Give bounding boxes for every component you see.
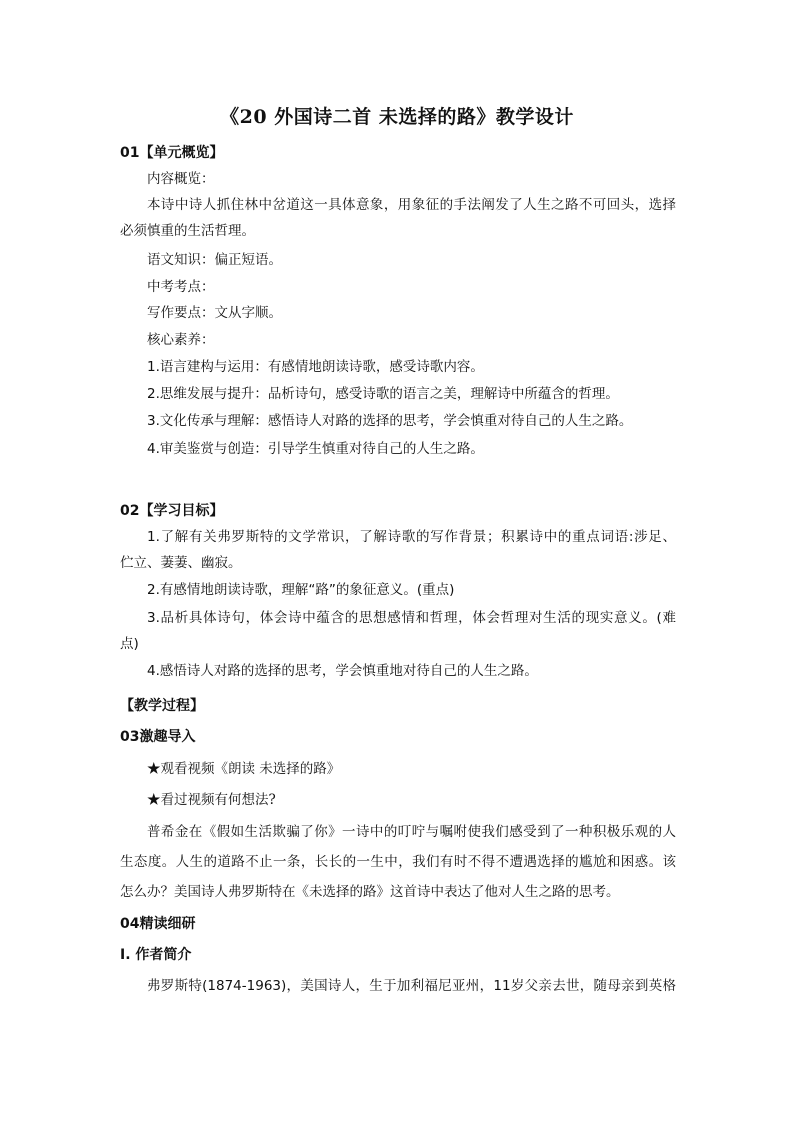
literacy-item: 1.语言建构与运用：有感情地朗读诗歌，感受诗歌内容。 bbox=[147, 359, 484, 375]
core-literacy-label: 核心素养： bbox=[147, 332, 215, 348]
section-heading-objectives: 02【学习目标】 bbox=[120, 503, 224, 519]
intro-paragraph-line: 普希金在《假如生活欺骗了你》一诗中的叮咛与嘱咐使我们感受到了一种积极乐观的人 bbox=[147, 824, 676, 840]
content-overview-text-line: 必须慎重的生活哲理。 bbox=[120, 223, 255, 239]
content-overview-label: 内容概览： bbox=[147, 171, 215, 187]
intro-paragraph-line: 怎么办？美国诗人弗罗斯特在《未选择的路》这首诗中表达了他对人生之路的思考。 bbox=[120, 884, 620, 900]
objective-item-continuation: 伫立、萋萋、幽寂。 bbox=[120, 555, 242, 571]
literacy-item: 3.文化传承与理解：感悟诗人对路的选择的思考，学会慎重对待自己的人生之路。 bbox=[147, 413, 633, 429]
literacy-item: 4.审美鉴赏与创造：引导学生慎重对待自己的人生之路。 bbox=[147, 441, 484, 457]
subsection-heading-intro: 03激趣导入 bbox=[120, 729, 196, 745]
author-intro-heading: Ⅰ. 作者简介 bbox=[120, 947, 192, 963]
intro-paragraph-line: 生态度。人生的道路不止一条，长长的一生中，我们有时不得不遭遇选择的尴尬和困惑。该 bbox=[120, 854, 676, 870]
page-title: 《20 外国诗二首 未选择的路》教学设计 bbox=[220, 106, 574, 128]
objective-item: 1.了解有关弗罗斯特的文学常识，了解诗歌的写作背景；积累诗中的重点词语:涉足、 bbox=[147, 529, 676, 545]
section-heading-teaching-process: 【教学过程】 bbox=[120, 698, 204, 714]
objective-item: 4.感悟诗人对路的选择的思考，学会慎重地对待自己的人生之路。 bbox=[147, 663, 538, 679]
author-intro-line: 弗罗斯特(1874-1963)，美国诗人，生于加利福尼亚州，11岁父亲去世，随母亲到英格 bbox=[147, 978, 676, 994]
objective-item: 2.有感情地朗读诗歌，理解“路”的象征意义。(重点) bbox=[147, 582, 455, 598]
content-overview-text-line: 本诗中诗人抓住林中岔道这一具体意象，用象征的手法阐发了人生之路不可回头，选择 bbox=[147, 197, 676, 213]
language-knowledge: 语文知识：偏正短语。 bbox=[147, 252, 282, 268]
section-heading-unit-overview: 01【单元概览】 bbox=[120, 145, 224, 161]
literacy-item: 2.思维发展与提升：品析诗句，感受诗歌的语言之美，理解诗中所蕴含的哲理。 bbox=[147, 386, 619, 402]
objective-item: 3.品析具体诗句，体会诗中蕴含的思想感情和哲理，体会哲理对生活的现实意义。(难 bbox=[147, 610, 676, 626]
subsection-heading-close-reading: 04精读细研 bbox=[120, 916, 196, 932]
exam-points: 中考考点： bbox=[147, 279, 215, 295]
objective-item-continuation: 点) bbox=[120, 636, 139, 652]
writing-points: 写作要点：文从字顺。 bbox=[147, 305, 282, 321]
intro-star-item: ★观看视频《朗读 未选择的路》 bbox=[147, 761, 341, 777]
intro-star-item: ★看过视频有何想法? bbox=[147, 792, 276, 808]
